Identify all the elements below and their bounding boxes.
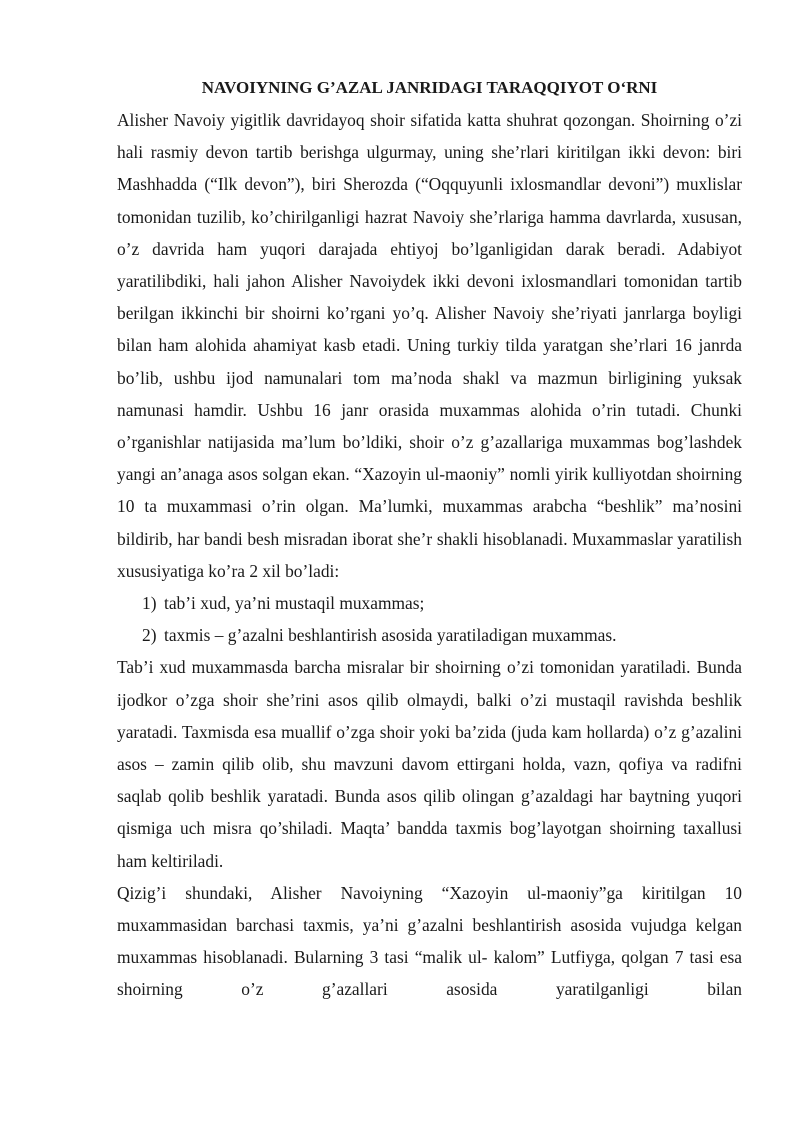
paragraph-tabi-xud: Tab’i xud muxammasda barcha misralar bir shoirning o’zi tomonidan yaratiladi. Bunda ijodkor o’zga shoir she’rini asos qilib olmaydi, balki o’zi mustaqil ravishda beshlik yaratadi. Taxmisda esa muallif o’zga shoir yoki ba’zida (juda kam hollarda) o’z g’azalini asos – zamin qilib olib, shu mavzuni davom ettirgani holda, vazn, qofiya va radifni saqlab qolib beshlik yaratadi. Bunda asos qilib olingan g’azaldagi har baytning yuqori qismiga uch misra qo’shiladi. Maqta’ bandda taxmis bog’layotgan shoirning taxallusi ham keltiriladi. <box>117 657 742 871</box>
list-item <box>142 619 742 651</box>
page-title: NAVOIYNING G’AZAL JANRIDAGI TARAQQIYOT O‘RNI <box>201 78 658 97</box>
list-item-text: tab’i xud, ya’ni mustaqil muxammas; <box>164 593 425 614</box>
paragraph-taxmis: Qizig’i shundaki, Alisher Navoiyning “Xazoyin ul-maoniy”ga kiritilgan 10 muxammasidan barchasi taxmis, ya’ni g’azalni beshlantirish asosida vujudga kelgan muxammas hisoblanadi. Bularning 3 tasi “malik ul- kalom” Lutfiyga, qolgan 7 tasi esa shoirning o’z g’azallari asosida yaratilganligi bilan <box>117 882 742 1000</box>
list-item-number: 1) <box>142 593 157 614</box>
document-page <box>117 72 742 1006</box>
list-item <box>142 587 742 619</box>
list-item-number: 2) <box>142 625 157 646</box>
paragraph-intro: Alisher Navoiy yigitlik davridayoq shoir sifatida katta shuhrat qozongan. Shoirning o’zi hali rasmiy devon tartib berishga ulgurmay, uning she’rlari kiritilgan ikki devon: biri Mashhadda (“Ilk devon”), biri Sherozda (“Oqquyunli ixlosmandlar devoni”) muxlislar tomonidan tuzilib, ko’chirilganligi hazrat Navoiy she’rlariga hamma davrlarda, xususan, o’z davrida ham yuqori darajada ehtiyoj bo’lganligidan darak beradi. Adabiyot yaratilibdiki, hali jahon Alisher Navoiydek ikki devoni ixlosmandlari tomonidan tartib berilgan ikkinchi bir shoirni ko’rgani yo’q. Alisher Navoiy she’riyati janrlarga boyligi bilan ham alohida ahamiyat kasb etadi. Uning turkiy tilda yaratgan she’rlari 16 janrda bo’lib, ushbu ijod namunalari tom ma’noda shakl va mazmun birligining yuksak namunasi hamdir. Ushbu 16 janr orasida muxammas alohida o’rin tutadi. Chunki o’rganishlar natijasida ma’lum bo’ldiki, shoir o’z g’azallariga muxammas bog’lashdek yangi an’anaga asos solgan ekan. “Xazoyin ul-maoniy” nomli yirik kulliyotdan shoirning 10 ta muxammasi o’rin olgan. Ma’lumki, muxammas arabcha “beshlik” ma’nosini bildirib, har bandi besh misradan iborat she’r shakli hisoblanadi. Muxammaslar yaratilish xususiyatiga ko’ra 2 xil bo’ladi: <box>117 110 742 581</box>
muxammas-types-list <box>117 587 742 651</box>
list-item-text: taxmis – g’azalni beshlantirish asosida yaratiladigan muxammas. <box>164 625 617 646</box>
